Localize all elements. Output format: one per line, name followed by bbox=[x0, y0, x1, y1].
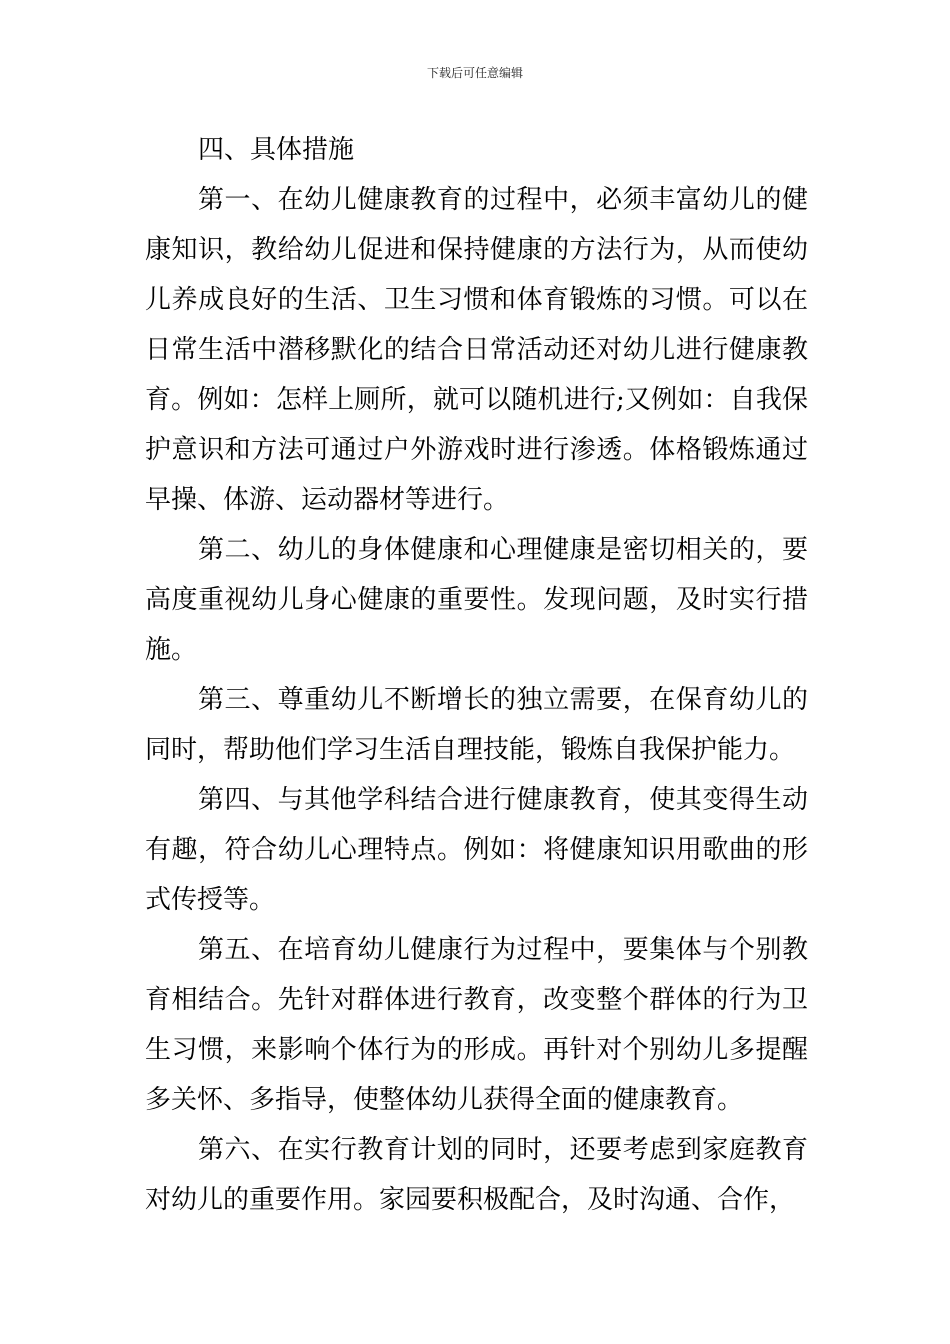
paragraph-line: 第一、在幼儿健康教育的过程中，必须丰富幼儿的健 bbox=[198, 185, 808, 215]
paragraph bbox=[145, 1125, 808, 1225]
paragraph-line: 高度重视幼儿身心健康的重要性。发现问题，及时实行措 bbox=[145, 585, 808, 615]
paragraph-line: 第六、在实行教育计划的同时，还要考虑到家庭教育 bbox=[198, 1135, 808, 1165]
paragraph bbox=[145, 775, 808, 925]
paragraph bbox=[145, 525, 808, 675]
paragraph-line: 康知识，教给幼儿促进和保持健康的方法行为，从而使幼 bbox=[145, 235, 808, 265]
paragraph-line: 早操、体游、运动器材等进行。 bbox=[145, 485, 510, 515]
paragraph-line: 多关怀、多指导，使整体幼儿获得全面的健康教育。 bbox=[145, 1085, 744, 1115]
paragraph-line: 护意识和方法可通过户外游戏时进行渗透。体格锻炼通过 bbox=[145, 435, 808, 465]
header-note: 下载后可任意编辑 bbox=[426, 66, 523, 80]
paragraph-line: 第四、与其他学科结合进行健康教育，使其变得生动 bbox=[198, 785, 808, 815]
paragraph bbox=[145, 675, 808, 775]
section-heading: 四、具体措施 bbox=[198, 135, 355, 165]
paragraph bbox=[145, 925, 808, 1125]
paragraph-line: 育相结合。先针对群体进行教育，改变整个群体的行为卫 bbox=[145, 985, 808, 1015]
paragraph-list bbox=[145, 175, 808, 1225]
paragraph-line: 第三、尊重幼儿不断增长的独立需要，在保育幼儿的 bbox=[198, 685, 808, 715]
paragraph-line: 施。 bbox=[145, 635, 198, 665]
paragraph-line: 日常生活中潜移默化的结合日常活动还对幼儿进行健康教 bbox=[145, 335, 808, 365]
paragraph-line: 有趣，符合幼儿心理特点。例如：将健康知识用歌曲的形 bbox=[145, 835, 808, 865]
paragraph-line: 儿养成良好的生活、卫生习惯和体育锻炼的习惯。可以在 bbox=[145, 285, 808, 315]
paragraph-line: 第五、在培育幼儿健康行为过程中，要集体与个别教 bbox=[198, 935, 808, 965]
paragraph-line: 对幼儿的重要作用。家园要积极配合，及时沟通、合作， bbox=[145, 1185, 796, 1215]
document-body bbox=[145, 125, 808, 1225]
paragraph-line: 生习惯，来影响个体行为的形成。再针对个别幼儿多提醒 bbox=[145, 1035, 808, 1065]
paragraph-line: 同时，帮助他们学习生活自理技能，锻炼自我保护能力。 bbox=[145, 735, 796, 765]
paragraph bbox=[145, 175, 808, 525]
paragraph-line: 式传授等。 bbox=[145, 885, 276, 915]
paragraph-line: 育。例如：怎样上厕所，就可以随机进行;又例如：自我保 bbox=[145, 385, 808, 415]
paragraph-line: 第二、幼儿的身体健康和心理健康是密切相关的，要 bbox=[198, 535, 808, 565]
